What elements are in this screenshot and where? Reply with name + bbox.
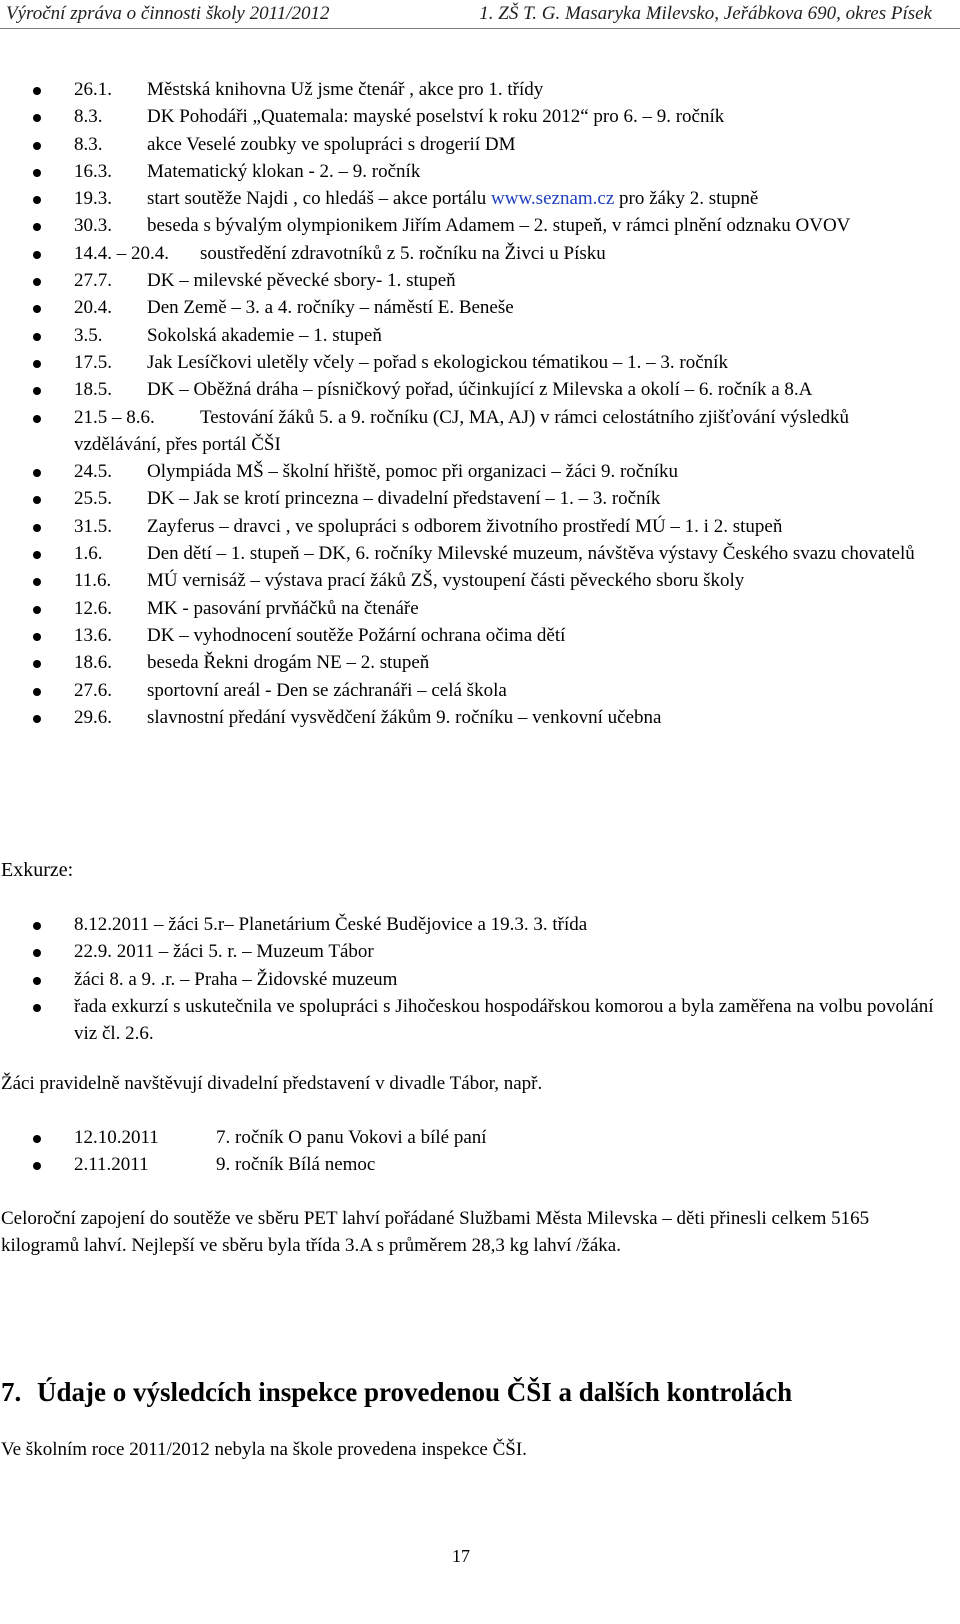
bullet-icon [33,169,41,177]
event-text: Městská knihovna Už jsme čtenář , akce pro 1. třídy [147,79,544,100]
bullet-icon [33,524,41,532]
list-item [74,185,934,212]
events-list [74,76,934,731]
list-item [74,595,934,622]
list-item [74,513,934,540]
bullet-icon [33,551,41,559]
bullet-icon [33,1004,41,1012]
event-text: Sokolská akademie – 1. stupeň [147,324,382,346]
list-item [74,1151,934,1178]
page-header [0,0,960,29]
excursions-heading: Exkurze: [1,859,74,881]
bullet-icon [33,87,41,95]
theatre-text: 7. ročník O panu Vokovi a bílé paní [216,1127,487,1148]
section-heading [1,1377,792,1408]
theatre-text: 9. ročník Bílá nemoc [216,1154,376,1176]
header-school-name: 1. ZŠ T. G. Masaryka Milevsko, Jeřábkova 690, okres Písek [479,3,932,24]
theatre-date: 12.10.2011 [74,1127,159,1148]
event-text: Testování žáků 5. a 9. ročníku (CJ, MA, AJ) v rámci celostátního zjišťování výsledků vzdělávání, přes portál ČŠI [74,406,849,455]
list-item [74,240,934,267]
list-item [74,349,934,376]
list-item [74,1124,934,1151]
event-date: 13.6. [74,624,112,646]
bullet-icon [33,949,41,957]
event-text: Matematický klokan - 2. – 9. ročník [147,160,421,182]
event-text: Den dětí – 1. stupeň – DK, 6. ročníky Milevské muzeum, návštěva výstavy Českého svazu chovatelů [147,543,915,565]
event-text: beseda Řekni drogám NE – 2. stupeň [147,652,430,674]
list-item [74,267,934,294]
event-date: 8.3. [74,133,103,155]
pet-paragraph: Celoroční zapojení do soutěže ve sběru PET lahví pořádané Službami Města Milevska – děti přinesli celkem 5165 kilogramů lahví. Nejlepší ve sběru byla třída 3.A s průměrem 28,3 kg lahví /žáka. [1,1208,870,1257]
event-text: Zayferus – dravci , ve spolupráci s odborem životního prostředí MÚ – 1. i 2. stupeň [147,515,783,537]
list-item [74,966,934,993]
section-number: 7. [1,1377,22,1407]
list-item [74,376,934,403]
bullet-icon [33,977,41,985]
list-item [74,404,934,459]
list-item [74,212,934,239]
list-item [74,622,934,649]
event-date: 18.5. [74,379,112,401]
list-item [74,704,934,731]
section-title: Údaje o výsledcích inspekce provedenou ČŠI a dalších kontrolách [37,1377,793,1407]
list-item [74,485,934,512]
bullet-icon [33,922,41,930]
event-text: slavnostní předání vysvědčení žákům 9. ročníku – venkovní učebna [147,706,662,728]
event-text: soustředění zdravotníků z 5. ročníku na Živci u Písku [200,242,606,264]
seznam-link[interactable]: www.seznam.cz [491,188,615,210]
excursion-text: řada exkurzí s uskutečnila ve spolupráci s Jihočeskou hospodářskou komorou a byla zaměřena na volbu povolání viz čl. 2.6. [74,995,934,1045]
list-item [74,677,934,704]
event-text: DK – milevské pěvecké sbory- 1. stupeň [147,270,456,292]
event-date: 26.1. [74,79,112,100]
event-date: 11.6. [74,570,112,592]
list-item [74,567,934,594]
bullet-icon [33,415,41,423]
event-date: 16.3. [74,160,112,182]
event-text-after: pro žáky 2. stupně [614,188,759,210]
event-text: DK – Oběžná dráha – písničkový pořad, účinkující z Milevska a okolí – 6. ročník a 8.A [147,379,813,401]
bullet-icon [33,469,41,477]
bullet-icon [33,496,41,504]
bullet-icon [33,688,41,696]
list-item [74,158,934,185]
event-date: 25.5. [74,488,112,510]
bullet-icon [33,387,41,395]
list-item [74,911,934,938]
event-text: MÚ vernisáž – výstava prací žáků ZŠ, vystoupení části pěveckého sboru školy [147,570,745,592]
event-date: 18.6. [74,652,112,674]
excursions-list [74,911,934,1047]
list-item [74,103,934,130]
bullet-icon [33,196,41,204]
bullet-icon [33,278,41,286]
event-date: 17.5. [74,351,112,373]
header-report-title: Výroční zpráva o činnosti školy 2011/2012 [6,3,330,24]
event-date: 29.6. [74,706,112,728]
event-date: 3.5. [74,324,103,346]
excursion-text: žáci 8. a 9. .r. – Praha – Židovské muzeum [74,968,398,990]
bullet-icon [33,223,41,231]
excursion-text: 22.9. 2011 – žáci 5. r. – Muzeum Tábor [74,941,374,963]
list-item [74,993,934,1048]
list-item [74,76,934,103]
bullet-icon [33,251,41,259]
event-text: Olympiáda MŠ – školní hřiště, pomoc při organizaci – žáci 9. ročníku [147,461,679,483]
event-date: 24.5. [74,461,112,483]
theatre-date: 2.11.2011 [74,1154,149,1176]
theatre-list [74,1124,934,1179]
bullet-icon [33,578,41,586]
event-date: 27.6. [74,679,112,701]
event-text: MK - pasování prvňáčků na čtenáře [147,597,419,619]
list-item [74,458,934,485]
event-date: 21.5 – 8.6. [74,406,155,428]
event-text: start soutěže Najdi , co hledáš – akce portálu [147,188,491,210]
event-date: 1.6. [74,543,103,565]
event-date: 12.6. [74,597,112,619]
event-date: 8.3. [74,106,103,128]
event-date: 14.4. – 20.4. [74,242,169,264]
excursion-text: 8.12.2011 – žáci 5.r– Planetárium České Budějovice a 19.3. 3. třída [74,914,588,935]
event-text: sportovní areál - Den se záchranáři – celá škola [147,679,507,701]
list-item [74,294,934,321]
event-text: beseda s bývalým olympionikem Jiřím Adamem – 2. stupeň, v rámci plnění odznaku OVOV [147,215,851,237]
bullet-icon [33,360,41,368]
bullet-icon [33,633,41,641]
event-date: 20.4. [74,297,112,319]
list-item [74,322,934,349]
bullet-icon [33,114,41,122]
bullet-icon [33,606,41,614]
event-text: Den Země – 3. a 4. ročníky – náměstí E. Beneše [147,297,514,319]
event-date: 30.3. [74,215,112,237]
event-text: DK – vyhodnocení soutěže Požární ochrana očima dětí [147,624,566,646]
bullet-icon [33,1162,41,1170]
bullet-icon [33,660,41,668]
section-text: Ve školním roce 2011/2012 nebyla na škole provedena inspekce ČŠI. [1,1439,527,1460]
event-date: 19.3. [74,188,112,210]
bullet-icon [33,305,41,313]
event-text: akce Veselé zoubky ve spolupráci s drogerií DM [147,133,516,155]
list-item [74,938,934,965]
list-item [74,649,934,676]
bullet-icon [33,333,41,341]
bullet-icon [33,1135,41,1143]
list-item [74,540,934,567]
list-item [74,131,934,158]
theatre-intro: Žáci pravidelně navštěvují divadelní představení v divadle Tábor, např. [1,1073,543,1094]
event-text: Jak Lesíčkovi uletěly včely – pořad s ekologickou tématikou – 1. – 3. ročník [147,351,728,373]
event-date: 31.5. [74,515,112,537]
event-text: DK Pohodáři „Quatemala: mayské poselství k roku 2012“ pro 6. – 9. ročník [147,106,725,128]
event-text: DK – Jak se krotí princezna – divadelní představení – 1. – 3. ročník [147,488,661,510]
event-date: 27.7. [74,270,112,292]
bullet-icon [33,715,41,723]
page-number: 17 [452,1546,470,1566]
bullet-icon [33,142,41,150]
